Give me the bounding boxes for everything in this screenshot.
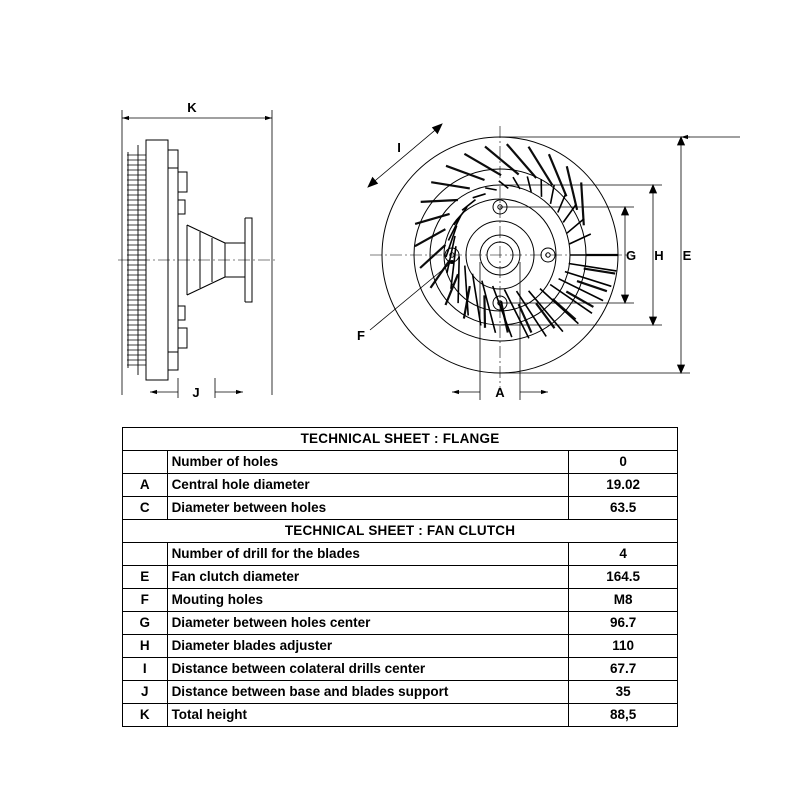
table-row: [123, 704, 678, 727]
row-value: M8: [569, 589, 678, 612]
dimension-I: [368, 124, 442, 187]
specification-table: [122, 427, 678, 727]
table-row: [123, 612, 678, 635]
leader-F: [370, 260, 454, 330]
row-key: F: [123, 589, 168, 612]
row-desc: Distance between base and blades support: [167, 681, 569, 704]
label-E: E: [682, 248, 692, 263]
table-row: [123, 681, 678, 704]
table-row: [123, 474, 678, 497]
row-key: [123, 451, 168, 474]
table-row: [123, 497, 678, 520]
label-H: H: [654, 248, 664, 263]
label-F: F: [357, 328, 365, 343]
section-header-row: [123, 520, 678, 543]
row-value: 63.5: [569, 497, 678, 520]
label-I: I: [397, 140, 401, 155]
row-value: 67.7: [569, 658, 678, 681]
section-title-fan-clutch: TECHNICAL SHEET : FAN CLUTCH: [123, 520, 678, 543]
row-value: 19.02: [569, 474, 678, 497]
fan-blades: [446, 176, 618, 338]
row-value: 110: [569, 635, 678, 658]
row-key: J: [123, 681, 168, 704]
row-desc: Fan clutch diameter: [167, 566, 569, 589]
row-key: H: [123, 635, 168, 658]
section-header-row: [123, 428, 678, 451]
row-desc: Diameter between holes: [167, 497, 569, 520]
row-key: G: [123, 612, 168, 635]
table-row: [123, 589, 678, 612]
row-value: 88,5: [569, 704, 678, 727]
table-row: [123, 451, 678, 474]
front-centerlines: [370, 126, 632, 388]
row-key: K: [123, 704, 168, 727]
row-key: A: [123, 474, 168, 497]
label-K: K: [187, 100, 197, 115]
dimension-K: [122, 110, 272, 395]
table-row: [123, 543, 678, 566]
row-desc: Number of holes: [167, 451, 569, 474]
row-value: 96.7: [569, 612, 678, 635]
label-A: A: [495, 385, 505, 400]
row-desc: Distance between colateral drills center: [167, 658, 569, 681]
label-J: J: [192, 385, 200, 400]
row-desc: Central hole diameter: [167, 474, 569, 497]
row-key: I: [123, 658, 168, 681]
table-row: [123, 566, 678, 589]
row-value: 35: [569, 681, 678, 704]
side-view: [118, 110, 278, 398]
row-desc: Total height: [167, 704, 569, 727]
label-G: G: [625, 248, 637, 263]
section-title-flange: TECHNICAL SHEET : FLANGE: [123, 428, 678, 451]
row-value: 4: [569, 543, 678, 566]
row-value: 0: [569, 451, 678, 474]
table-row: [123, 658, 678, 681]
row-desc: Diameter blades adjuster: [167, 635, 569, 658]
row-desc: Diameter between holes center: [167, 612, 569, 635]
row-desc: Number of drill for the blades: [167, 543, 569, 566]
blade-fill-hatching: [415, 144, 618, 333]
row-value: 164.5: [569, 566, 678, 589]
row-key: [123, 543, 168, 566]
table-row: [123, 635, 678, 658]
row-key: E: [123, 566, 168, 589]
row-key: C: [123, 497, 168, 520]
row-desc: Mouting holes: [167, 589, 569, 612]
